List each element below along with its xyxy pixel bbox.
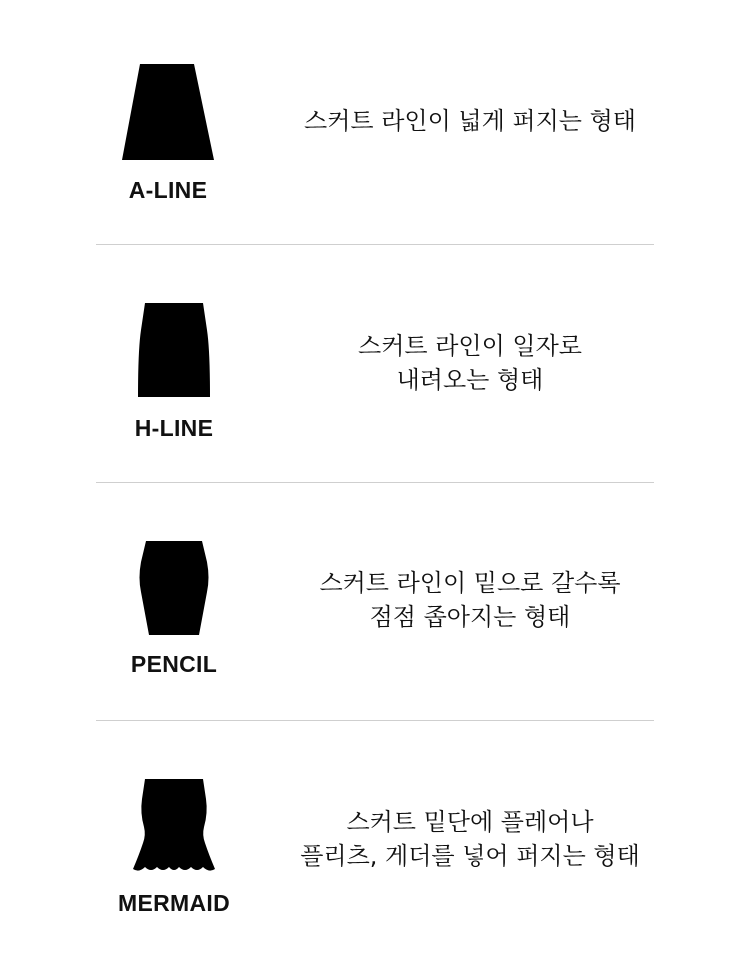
description-line: 점점 좁아지는 형태 xyxy=(369,603,571,631)
description-line: 스커트 라인이 넓게 퍼지는 형태 xyxy=(304,107,636,135)
description-line: 플리츠, 게더를 넣어 퍼지는 형태 xyxy=(300,842,640,870)
style-label: MERMAID xyxy=(118,890,230,916)
style-row-mermaid xyxy=(0,721,750,968)
style-description xyxy=(270,329,670,397)
style-label: PENCIL xyxy=(130,651,218,677)
description-line: 스커트 밑단에 플레어나 xyxy=(346,808,594,836)
style-row-pencil xyxy=(0,483,750,720)
style-description xyxy=(270,566,670,634)
description-line: 내려오는 형태 xyxy=(396,366,544,394)
style-label: H-LINE xyxy=(134,415,214,441)
description-line: 스커트 라인이 일자로 xyxy=(358,332,582,360)
pencil-skirt-icon xyxy=(136,540,212,636)
style-row-h-line xyxy=(0,245,750,483)
description-line: 스커트 라인이 밑으로 갈수록 xyxy=(319,569,621,597)
style-label: A-LINE xyxy=(128,177,208,203)
style-description xyxy=(270,104,670,138)
style-description xyxy=(270,805,670,873)
style-row-a-line xyxy=(0,0,750,244)
h-line-skirt-icon xyxy=(135,302,213,398)
a-line-skirt-icon xyxy=(118,62,218,162)
mermaid-skirt-icon xyxy=(131,777,217,875)
